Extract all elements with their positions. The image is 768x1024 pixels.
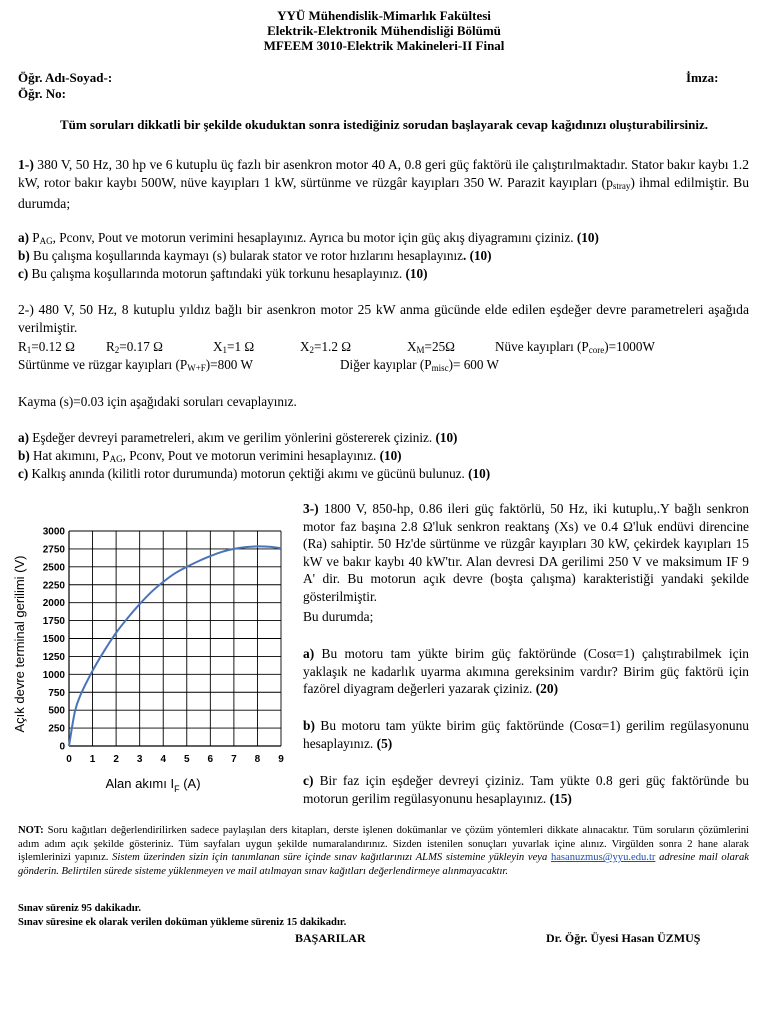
x-tick-label: 2 bbox=[113, 754, 119, 765]
subscript: W+F bbox=[187, 363, 206, 373]
y-tick-label: 0 bbox=[59, 741, 65, 753]
question-3-intro2: Bu durumda; bbox=[303, 609, 374, 624]
param-value: )= 600 W bbox=[448, 357, 499, 372]
points: (10) bbox=[435, 430, 458, 445]
question-1-text: 380 V, 50 Hz, 30 hp ve 6 kutuplu üç fazlı bir asenkron motor 40 A, 0.8 geri güç faktörü ile çalıştırılmaktadır. Stator bakır kaybı 1.2 kW, rotor bakır kaybı 500W, nüve kayıpları 1 kW, sürtünme ve rüzgâr kayıpları 350 W. Parazit kayıpları (p bbox=[18, 157, 749, 190]
question-2-intro: 2-) 480 V, 50 Hz, 8 kutuplu yıldız bağlı bir asenkron motor 25 kW anma gücünde elde edilen eşdeğer devre parametreleri aşağıda verilmiştir. bbox=[18, 302, 749, 335]
param-value: =0.17 Ω bbox=[119, 339, 163, 354]
instruction: Tüm soruları dikkatli bir şekilde okuduktan sonra istediğiniz sorudan başlayarak cevap kağıdınızı oluşturabilirsiniz. bbox=[59, 117, 709, 132]
note-text-italic: adresine mail olarak gönderin. Belirtilen sürede sisteme yüklenmeyen ve mail atılmayan sınav kağıtları değerlendirmeye alınmayacaktır. bbox=[18, 852, 749, 877]
item-text: Bu motoru tam yükte birim güç faktöründe (Cosα=1) gerilim regülasyonunu hesaplayınız. bbox=[303, 718, 749, 751]
param-value: )=1000W bbox=[604, 339, 655, 354]
param-value: =0.12 Ω bbox=[31, 339, 75, 354]
signature-label: İmza: bbox=[686, 70, 719, 85]
email-link[interactable]: hasanuzmus@yyu.edu.tr bbox=[550, 852, 656, 864]
y-axis-label: Açık devre terminal gerilimi (V) bbox=[12, 555, 27, 733]
occ-curve bbox=[69, 546, 281, 746]
item-text: , Pconv, Pout ve motorun verimini hesaplayınız. bbox=[122, 448, 380, 463]
param-value: =1.2 Ω bbox=[314, 339, 352, 354]
param: Nüve kayıpları (P bbox=[495, 339, 589, 354]
item-label: a) bbox=[18, 230, 29, 245]
x-tick-label: 5 bbox=[183, 754, 190, 765]
question-3a bbox=[303, 645, 749, 698]
y-tick-label: 2500 bbox=[42, 562, 65, 574]
y-tick-label: 2250 bbox=[42, 580, 65, 592]
grid bbox=[69, 531, 281, 746]
x-tick-label: 0 bbox=[66, 754, 72, 765]
item-text: Kalkış anında (kilitli rotor durumunda) motorun çektiği akımı ve gücünü bulunuz. bbox=[28, 466, 469, 481]
question-3b bbox=[303, 717, 749, 752]
good-luck: BAŞARILAR bbox=[295, 931, 366, 945]
item-label: c) bbox=[18, 266, 29, 281]
subscript: 2 bbox=[114, 345, 120, 355]
points: (10) bbox=[405, 266, 428, 281]
question-1c bbox=[18, 265, 749, 283]
y-tick-labels bbox=[43, 527, 66, 753]
x-axis-label-text: Alan akımı I bbox=[105, 776, 175, 791]
points: (10) bbox=[576, 230, 599, 245]
points: (5) bbox=[376, 735, 393, 751]
item-text: Bu çalışma koşullarında kaymayı (s) bularak stator ve rotor hızlarını hesaplayınız bbox=[29, 248, 463, 263]
x-tick-label: 6 bbox=[207, 754, 214, 765]
question-2-params-row2 bbox=[18, 356, 749, 374]
upload-duration: Sınav süresine ek olarak verilen doküman yükleme süreniz 15 dakikadır. bbox=[18, 917, 347, 928]
param: R bbox=[106, 339, 115, 354]
x-axis-label-unit: (A) bbox=[179, 776, 201, 791]
subscript: 2 bbox=[309, 345, 315, 355]
item-label: b) bbox=[18, 248, 30, 263]
y-tick-label: 750 bbox=[48, 687, 65, 699]
x-axis-label-sub: F bbox=[174, 784, 180, 794]
param-value: =25Ω bbox=[424, 339, 455, 354]
item-text: Bu motoru tam yükte birim güç faktöründe (Cosα=1) çalıştırabilmek için yaklaşık ne kadarlık uyarma akımına gereksinim vardır? Birim güç faktörü için fazörel diyagram değerleri yazarak çiziniz. bbox=[303, 646, 749, 697]
question-2-params-row1 bbox=[18, 338, 749, 356]
item-label: b) bbox=[303, 718, 315, 733]
points: . (10) bbox=[462, 248, 492, 263]
question-2c bbox=[18, 465, 749, 483]
subscript: AG bbox=[39, 236, 53, 246]
note-label: NOT: bbox=[18, 825, 44, 836]
param: Diğer kayıplar (P bbox=[340, 357, 432, 372]
note-text-italic: Sistem üzerinden sizin için tanımlanan süre içinde sınav kağıtlarınızı ALMS sistemine yükleyin veya bbox=[112, 852, 551, 864]
student-number-label: Öğr. No: bbox=[18, 86, 66, 101]
item-label: a) bbox=[303, 646, 315, 661]
param: X bbox=[407, 339, 417, 354]
param: R bbox=[18, 339, 27, 354]
item-text: P bbox=[29, 230, 40, 245]
item-text: Bu çalışma koşullarında motorun şaftındaki yük torkunu hesaplayınız. bbox=[28, 266, 406, 281]
param: Sürtünme ve rüzgar kayıpları (P bbox=[18, 357, 188, 372]
item-text: Eşdeğer devreyi parametreleri, akım ve gerilim yönlerini göstererek çiziniz. bbox=[29, 430, 436, 445]
points: (20) bbox=[535, 681, 559, 697]
y-tick-label: 1500 bbox=[42, 634, 65, 645]
item-label: b) bbox=[18, 448, 30, 463]
item-label: a) bbox=[18, 430, 29, 445]
y-tick-label: 3000 bbox=[42, 526, 65, 538]
y-tick-label: 1250 bbox=[42, 651, 65, 663]
subscript: M bbox=[416, 345, 425, 355]
y-tick-label: 250 bbox=[48, 723, 65, 735]
param-value: =1 Ω bbox=[227, 339, 255, 354]
x-tick-label: 1 bbox=[89, 754, 96, 765]
question-2-slip: Kayma (s)=0.03 için aşağıdaki soruları cevaplayınız. bbox=[18, 394, 297, 409]
x-tick-label: 3 bbox=[136, 754, 143, 765]
y-tick-label: 2750 bbox=[42, 544, 65, 556]
points: (10) bbox=[468, 466, 491, 481]
note-text: Soru kağıtları değerlendirilirken sadece paylaşılan ders kitapları, derste işlenen dokümanlar ve çözüm yöntemleri dikkate alınacaktır. Tüm soruların çözümlerini adım adım açık şekilde gösteriniz. Tüm sayfaları uygun şekilde numaralandırınız. Sizden istenilen sonuçları yuvarlak içine alınız. Virgülden sonra 2 hane alarak işlemlerinizi yapınız. bbox=[18, 825, 749, 864]
subscript: AG bbox=[109, 454, 123, 464]
y-tick-label: 1750 bbox=[42, 616, 65, 628]
x-tick-label: 8 bbox=[254, 754, 261, 765]
question-3-intro bbox=[303, 500, 749, 606]
exam-duration: Sınav süreniz 95 dakikadır. bbox=[18, 903, 142, 914]
question-3-text: 1800 V, 850-hp, 0.86 ileri güç faktörlü, 50 Hz, iki kutuplu,.Y bağlı senkron motor faz başına 2.8 Ω'luk senkron reaktanş (Xs) ve 0.4 Ω'luk endüvi direncine (Ra) sahiptir. 50 Hz'de sürtünme ve rüzgâr kayıpları 30 kW, çekirdek kayıpları 15 kW ve bakır kaybı 40 kW'tır. Alan devresi DA gerilimi 250 V ve maksimum IF 9 A' dir. Bu motorun açık devre (boşta çalışma) karakteristiği yandaki şekilde gösterilmiştir. bbox=[303, 501, 749, 604]
faculty-title: YYÜ Mühendislik-Mimarlık Fakültesi bbox=[277, 8, 491, 23]
x-tick-label: 9 bbox=[278, 754, 284, 765]
param: X bbox=[300, 339, 310, 354]
y-tick-label: 1000 bbox=[42, 669, 65, 681]
item-label: c) bbox=[303, 773, 314, 788]
student-name-label: Öğr. Adı-Soyad-: bbox=[18, 70, 113, 85]
occ-chart bbox=[10, 522, 295, 797]
y-tick-label: 2000 bbox=[42, 598, 65, 610]
param: X bbox=[213, 339, 223, 354]
question-2a bbox=[18, 429, 749, 447]
exam-notes bbox=[18, 824, 749, 878]
series bbox=[69, 546, 281, 746]
item-label: c) bbox=[18, 466, 29, 481]
y-tick-label: 500 bbox=[48, 705, 65, 717]
points: (10) bbox=[379, 448, 402, 463]
param-value: )=800 W bbox=[205, 357, 253, 372]
item-text: Hat akımını, P bbox=[29, 448, 110, 463]
x-tick-label: 4 bbox=[160, 754, 167, 765]
department-title: Elektrik-Elektronik Mühendisliği Bölümü bbox=[267, 23, 501, 38]
item-text: Bir faz için eşdeğer devreyi çiziniz. Tam yükte 0.8 geri güç faktöründe bu motorun gerilim regülasyonunu hesaplayınız. bbox=[303, 773, 749, 806]
x-tick-label: 7 bbox=[231, 754, 237, 765]
item-text: , Pconv, Pout ve motorun verimini hesaplayınız. Ayrıca bu motor için güç akış diyagramını çiziniz. bbox=[52, 230, 577, 245]
question-1-intro bbox=[18, 156, 749, 213]
subscript: misc bbox=[431, 363, 449, 373]
question-1-text: ) ihmal edilmiştir. Bu durumda; bbox=[18, 174, 750, 211]
subscript: 1 bbox=[222, 345, 228, 355]
question-3-number: 3-) bbox=[303, 501, 319, 516]
subscript: stray bbox=[612, 180, 631, 191]
question-1b bbox=[18, 247, 749, 265]
course-title: MFEEM 3010-Elektrik Makineleri-II Final bbox=[263, 38, 505, 53]
x-tick-labels bbox=[66, 754, 284, 765]
points: (15) bbox=[549, 790, 572, 806]
instructor-name: Dr. Öğr. Üyesi Hasan ÜZMUŞ bbox=[546, 931, 701, 945]
question-3c bbox=[303, 772, 749, 807]
subscript: 1 bbox=[26, 345, 32, 355]
subscript: core bbox=[588, 345, 605, 355]
question-1-number: 1-) bbox=[18, 157, 34, 172]
x-axis-label bbox=[105, 776, 200, 794]
